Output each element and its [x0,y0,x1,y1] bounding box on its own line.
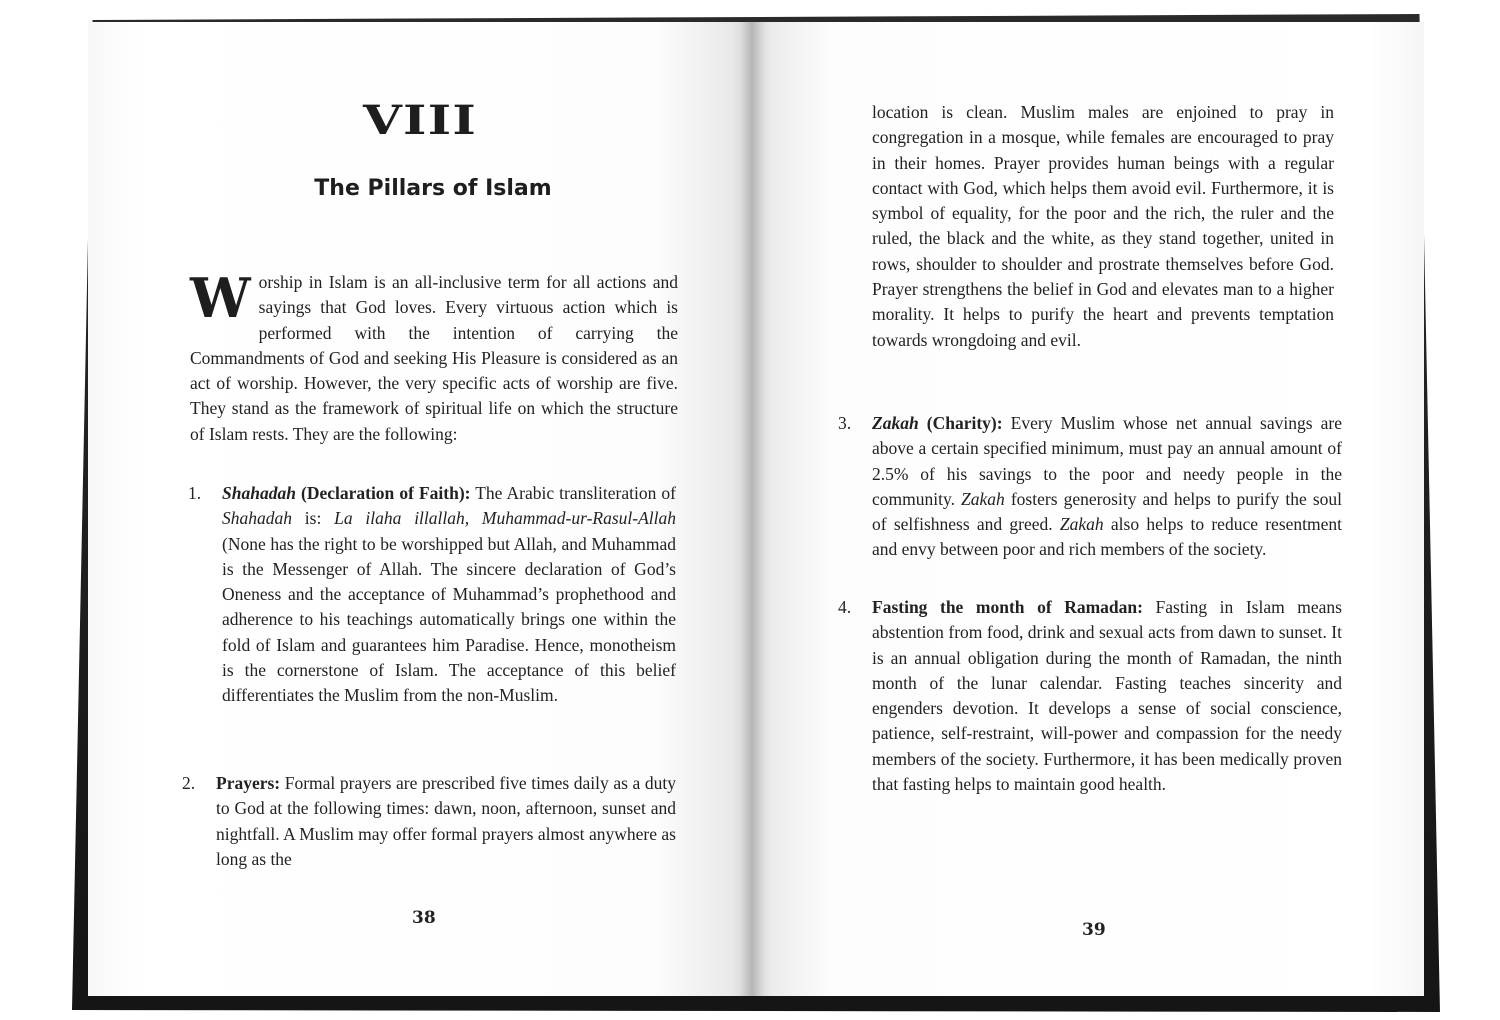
chapter-title: The Pillars of Islam [314,176,552,201]
list-number: 4. [838,597,852,617]
list-item-zakah [838,411,1342,563]
item-text: (None has the right to be worshipped but Allah, and Muhammad is the Messenger of Allah. The sincere declaration of God’s Oneness and the acceptance of Muhammad’s prophethood and adherence to his teachings automatically brings one within the fold of Islam and guarantees him Paradise. Hence, monotheism is the cornerstone of Islam. The acceptance of this belief differentiates the Muslim from the non-Muslim. [222,533,676,706]
list-body [872,595,1342,797]
item-text: fosters generosity and helps to purify the soul of selfishness and greed. [872,488,1342,535]
book-spine-shadow [740,22,764,996]
item-text: Formal prayers are prescribed five times daily as a duty to God at the following times: dawn, noon, afternoon, sunset and nightfall. A Muslim may offer formal prayers almost anywhere as long as the [216,773,676,869]
term: Zakah [961,488,1005,509]
item-heading: (Charity): [918,413,1003,433]
list-number: 3. [838,413,852,433]
intro-text: orship in Islam is an all-inclusive term for all actions and sayings that God loves. Every virtuous action which is performed with the intention of carrying the Commandments of God and seeking His Pleasure is considered as an act of worship. However, the very specific acts of worship are five. They stand as the framework of spiritual life on which the structure of Islam rests. They are the following: [190,272,678,444]
list-body [872,411,1342,563]
term: Shahadah [222,483,296,503]
item-text: is: [292,508,335,529]
continuation-paragraph: location is clean. Muslim males are enjoined to pray in congregation in a mosque, while females are encouraged to pray in their homes. Prayer provides human beings with a regular contact with God, which helps them avoid evil. Furthermore, it is symbol of equality, for the poor and the rich, the ruler and the ruled, the black and the white, as they stand together, united in rows, shoulder to shoulder and prostrate themselves before God. Prayer strengthens the belief in God and elevates man to a higher morality. It helps to purify the heart and prevents temptation towards wrongdoing and evil. [872,102,1334,350]
list-item-shahadah [188,481,676,709]
item-text: Fasting in Islam means abstention from food, drink and sexual acts from dawn to sunset. It is an annual obligation during the month of Ramadan, the ninth month of the lunar calendar. Fasting teaches sincerity and engenders devotion. It develops a sense of social conscience, patience, self-restraint, will-power and compassion for the needy members of the society. Furthermore, it has been medically proven that fasting helps to maintain good health. [872,597,1342,795]
item-heading: Fasting the month of Ramadan: [872,597,1143,617]
list-number: 1. [188,483,202,503]
page-number-right: 39 [1082,920,1106,940]
item-text: Every Muslim whose net annual savings are above a certain specified minimum, must pay an annual amount of 2.5% of his savings to the poor and needy people in the community. [872,413,1342,509]
drop-cap: W [190,266,251,330]
list-item-prayers [182,771,676,872]
term: Zakah [872,413,919,433]
arabic-phrase: La ilaha illallah, Muhammad-ur-Rasul-Allah [334,508,676,529]
list-number: 2. [182,773,196,793]
page-number-left: 38 [412,908,436,928]
list-item-fasting [838,595,1342,797]
item-text: The Arabic transliteration of [470,483,676,503]
item-heading: Prayers: [216,773,281,793]
term: Shahadah [222,508,292,529]
left-page [88,22,752,996]
intro-paragraph [190,266,678,447]
list-body [216,771,676,872]
right-page [752,22,1424,996]
term: Zakah [1059,514,1104,535]
list-body [222,481,676,709]
item-heading: (Declaration of Faith): [295,483,471,503]
chapter-number: VIII [363,97,477,144]
item-text: also helps to reduce resentment and envy between poor and rich members of the society. [872,514,1342,560]
